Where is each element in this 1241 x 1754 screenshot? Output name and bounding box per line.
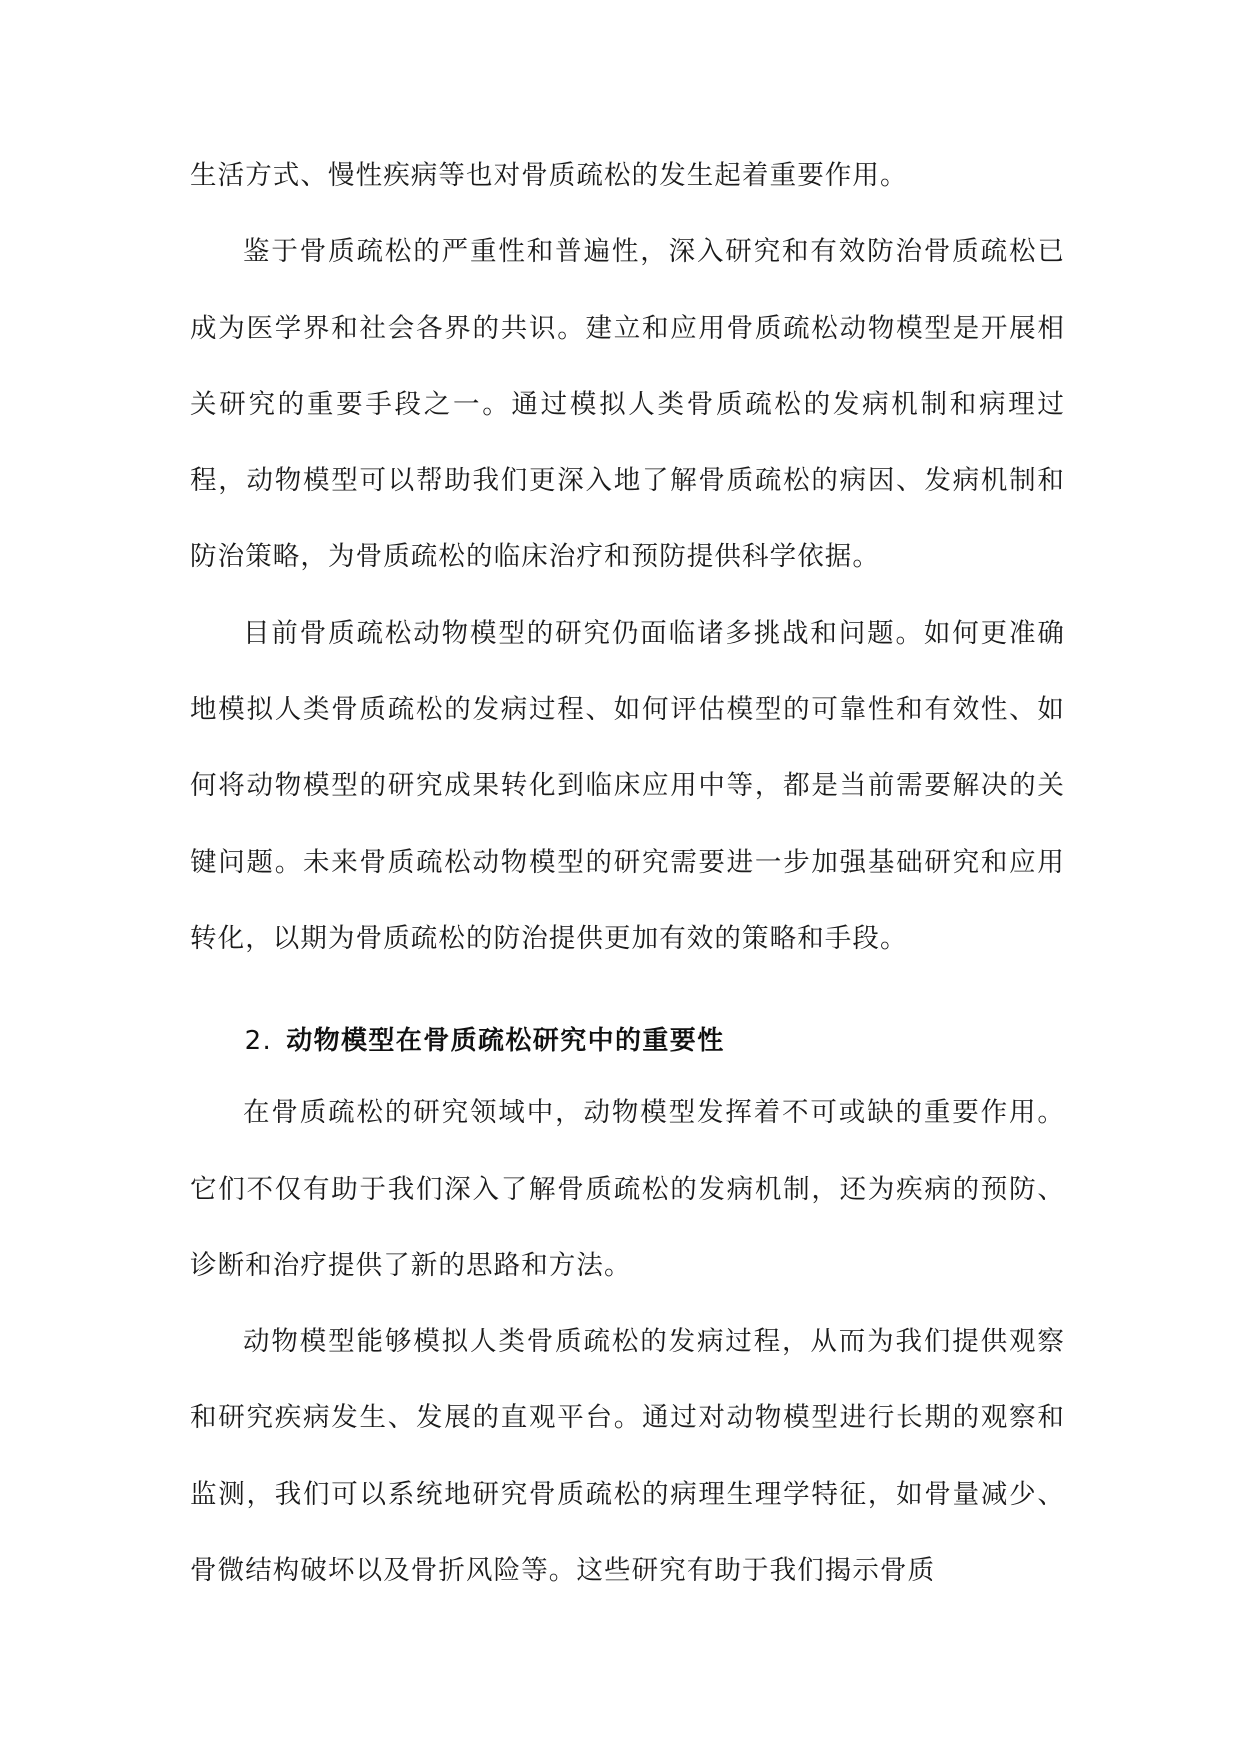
- body-text: [190, 138, 1065, 1609]
- paragraph-continuation: 生活方式、慢性疾病等也对骨质疏松的发生起着重要作用。: [190, 160, 908, 191]
- section-title: 动物模型在骨质疏松研究中的重要性: [286, 1026, 725, 1057]
- section-number: 2.: [244, 1026, 273, 1057]
- section-heading: [190, 1003, 1065, 1079]
- paragraph: 动物模型能够模拟人类骨质疏松的发病过程，从而为我们提供观察和研究疾病发生、发展的直观平台。通过对动物模型进行长期的观察和监测，我们可以系统地研究骨质疏松的病理生理学特征，如骨量减少、骨微结构破坏以及骨折风险等。这些研究有助于我们揭示骨质: [190, 1326, 1065, 1587]
- paragraph: 在骨质疏松的研究领域中，动物模型发挥着不可或缺的重要作用。它们不仅有助于我们深入了解骨质疏松的发病机制，还为疾病的预防、诊断和治疗提供了新的思路和方法。: [190, 1097, 1065, 1281]
- paragraph: 鉴于骨质疏松的严重性和普遍性，深入研究和有效防治骨质疏松已成为医学界和社会各界的共识。建立和应用骨质疏松动物模型是开展相关研究的重要手段之一。通过模拟人类骨质疏松的发病机制和病理过程，动物模型可以帮助我们更深入地了解骨质疏松的病因、发病机制和防治策略，为骨质疏松的临床治疗和预防提供科学依据。: [190, 236, 1065, 573]
- paragraph: 目前骨质疏松动物模型的研究仍面临诸多挑战和问题。如何更准确地模拟人类骨质疏松的发病过程、如何评估模型的可靠性和有效性、如何将动物模型的研究成果转化到临床应用中等，都是当前需要解决的关键问题。未来骨质疏松动物模型的研究需要进一步加强基础研究和应用转化，以期为骨质疏松的防治提供更加有效的策略和手段。: [190, 617, 1065, 954]
